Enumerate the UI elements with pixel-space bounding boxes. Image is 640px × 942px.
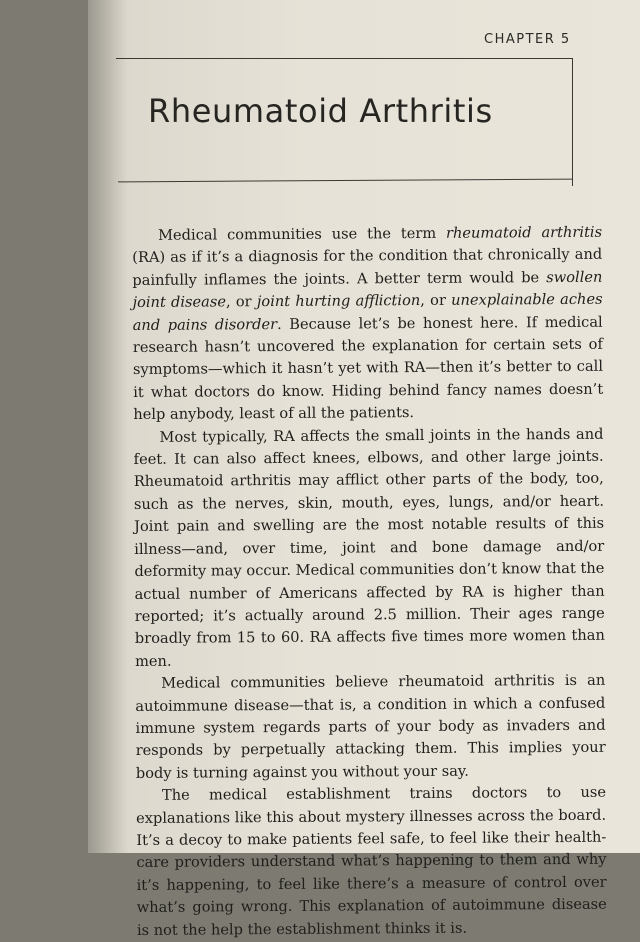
- text-segment: Medical communities use the term: [158, 224, 447, 244]
- body-text: [132, 222, 607, 942]
- text-segment: Most typically, RA affects the small joints in the hands and feet. It can also affect knees, elbows, and other large joints. Rheumatoid arthritis may afflict other parts of the body, too, such as the nerves, skin, mouth, eyes, lungs, and/or heart. Joint pain and swelling are the most notable results of this illness—and, over time, joint and bone damage and/or deformity may occur. Medical communities don’t know that the actual number of Americans affected by RA is higher than reported; it’s actually around 2.5 million. Their ages range broadly from 15 to 60. RA affects five times more women than men.: [133, 425, 605, 670]
- text-segment: , or: [225, 293, 257, 311]
- book-page: [88, 0, 640, 939]
- chapter-title: Rheumatoid Arthritis: [148, 92, 493, 130]
- text-segment-italic: rheumatoid arthritis: [445, 223, 603, 242]
- text-segment-italic: joint hurting affliction: [256, 292, 421, 311]
- text-segment-italic: swollen joint disease: [132, 268, 603, 312]
- text-segment: , or: [420, 291, 452, 310]
- text-segment: The medical establishment trains doctors to use explanations like this about mystery illnesses across the board. It’s a decoy to make patients feel safe, to feel like their health-care providers understand what’s happening to them and why it’s happening, to feel like there’s a measure of control over what’s going wrong. This explanation of autoimmune disease is not the help the establishment thinks it is.: [136, 783, 607, 939]
- text-segment: . Because let’s be honest here. If medical research hasn’t uncovered the explanation for certain sets of symptoms—which it hasn’t yet with RA—then it’s better to call it what doctors do know. Hiding behind fancy names doesn’t help anybody, least of all the patients.: [132, 313, 604, 424]
- text-segment-italic: unexplainable aches and pains disorder: [132, 290, 603, 334]
- paragraph-3: [135, 670, 606, 785]
- paragraph-4: [136, 782, 607, 942]
- paragraph-2: [133, 423, 605, 673]
- chapter-label: CHAPTER 5: [484, 32, 571, 47]
- text-segment: Medical communities believe rheumatoid arthritis is an autoimmune disease—that is, a condition in which a confused immune system regards parts of your body as invaders and responds by perpetually attacking them. This implies your body is turning against you without your say.: [135, 671, 606, 782]
- text-segment: (RA) as if it’s a diagnosis for the condition that chronically and painfully inflames the joints. A better term would be: [132, 246, 603, 289]
- paragraph-1: [132, 222, 603, 427]
